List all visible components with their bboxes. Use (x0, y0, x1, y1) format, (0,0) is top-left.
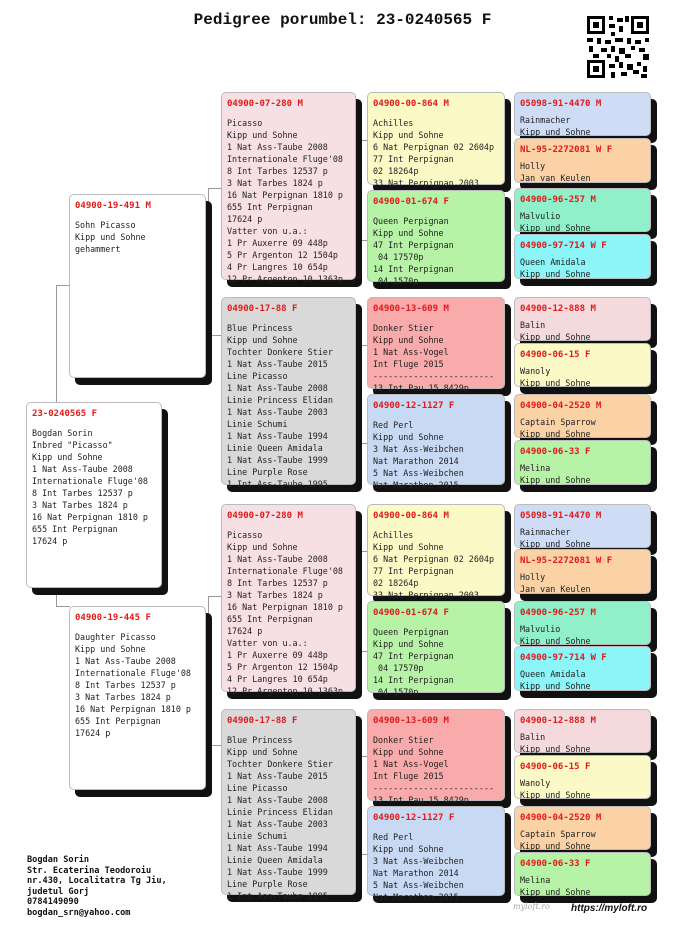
pigeon-details: Sohn Picasso Kipp und Sohne gehammert (75, 220, 146, 254)
pigeon-card-ancestor[interactable] (514, 504, 651, 548)
ring-number: 04900-04-2520 M (520, 401, 602, 411)
connector-line (357, 240, 367, 241)
connector-line (208, 596, 209, 746)
pigeon-details: Achilles Kipp und Sohne 6 Nat Perpignan 02 2604p 77 Int Perpignan 02 18264p 33 Nat Perpignan 2003 (373, 118, 495, 188)
pigeon-details: Wanoly Kipp und Sohne (520, 366, 591, 388)
connector-line (357, 140, 358, 240)
connector-line (357, 651, 367, 652)
pigeon-card-great-grandparent[interactable] (367, 190, 505, 286)
connector-line (56, 587, 57, 607)
owner-contact: Bogdan Sorin Str. Ecaterina Teodoroiu nr.430, Localitatra Tg Jiu, judetul Gorj 0784149090 bogdan_srn@yahoo.com (27, 855, 167, 918)
ring-number: 04900-12-888 M (520, 716, 596, 726)
pigeon-card-ancestor[interactable] (514, 646, 651, 691)
connector-line (508, 623, 509, 669)
pigeon-details: Captain Sparrow Kipp und Sohne (520, 829, 596, 851)
connector-line (357, 345, 367, 346)
pigeon-details: Queen Amidala Kipp und Sohne (520, 257, 591, 279)
pigeon-card-ancestor[interactable] (514, 806, 651, 850)
ring-number: NL-95-2272081 W F (520, 556, 613, 566)
ring-number: 04900-96-257 M (520, 195, 596, 205)
ring-number: 04900-07-280 M (227, 511, 303, 521)
ring-number: 04900-19-491 M (75, 201, 151, 211)
pigeon-card-ancestor[interactable] (514, 549, 651, 594)
pigeon-card-grandparent[interactable] (221, 504, 356, 696)
pigeon-details: Melina Kipp und Sohne (520, 463, 591, 485)
pigeon-details: Holly Jan van Keulen (520, 572, 591, 594)
pigeon-details: Malvulio Kipp und Sohne (520, 211, 591, 233)
pigeon-details: Holly Jan van Keulen (520, 161, 591, 183)
pigeon-details: Donker Stier Kipp und Sohne 1 Nat Ass-Vogel Int Fluge 2015 ------------------------ 13 Int Pau 15 8429p (373, 735, 495, 805)
pigeon-card-ancestor[interactable] (514, 709, 651, 753)
connector-line (508, 730, 509, 776)
ring-number: 04900-17-88 F (227, 716, 298, 726)
pigeon-details: Rainmacher Kipp und Sohne (520, 115, 591, 137)
pigeon-details: Queen Perpignan Kipp und Sohne 47 Int Perpignan 04 17570p 14 Int Perpignan 04 1570p (373, 216, 454, 286)
pigeon-card-great-grandparent[interactable] (367, 297, 505, 393)
pigeon-details: Blue Princess Kipp und Sohne Tochter Donkere Stier 1 Nat Ass-Taube 2015 Line Picasso 1 Nat Ass-Taube 2008 Linie Princess Elidan 1 Nat Ass-Taube 2003 Linie Schumi 1 Nat Ass-Taube 1994 Linie Queen Amidala 1 Nat Ass-Taube 1999 Line Purple Rose 1 Int Ass-Taube 1995 (227, 323, 333, 489)
pigeon-card-great-grandparent[interactable] (367, 394, 505, 490)
pigeon-card-ancestor[interactable] (514, 188, 651, 232)
connector-line (56, 285, 70, 286)
connector-line (357, 140, 367, 141)
pigeon-details: Daughter Picasso Kipp und Sohne 1 Nat Ass-Taube 2008 Internationale Fluge'08 8 Int Tarbes 12537 p 3 Nat Tarbes 1824 p 16 Nat Perpignan 1810 p 655 Int Perpignan 17624 p (75, 632, 191, 738)
connector-line (208, 188, 209, 336)
connector-line (208, 745, 221, 746)
pigeon-card-great-grandparent[interactable] (367, 601, 505, 697)
ring-number: 04900-19-445 F (75, 613, 151, 623)
pigeon-card-ancestor[interactable] (514, 343, 651, 387)
ring-number: 04900-13-609 M (373, 716, 449, 726)
ring-number: 04900-07-280 M (227, 99, 303, 109)
pigeon-card-ancestor[interactable] (514, 755, 651, 799)
pigeon-details: Achilles Kipp und Sohne 6 Nat Perpignan 02 2604p 77 Int Perpignan 02 18264p 33 Nat Perpignan 2003 (373, 530, 495, 600)
pigeon-card-great-grandparent[interactable] (367, 806, 505, 902)
page-title: Pedigree porumbel: 23-0240565 F (193, 11, 492, 29)
pigeon-card-ancestor[interactable] (514, 297, 651, 341)
connector-line (357, 756, 367, 757)
pigeon-card-ancestor[interactable] (514, 138, 651, 183)
signature: myloft.ro (513, 902, 550, 911)
pigeon-details: Balin Kipp und Sohne (520, 320, 591, 342)
connector-line (508, 318, 509, 364)
ring-number: NL-95-2272081 W F (520, 145, 613, 155)
pigeon-card-ancestor[interactable] (514, 92, 651, 136)
ring-number: 04900-06-15 F (520, 350, 591, 360)
ring-number: 04900-97-714 W F (520, 653, 607, 663)
pigeon-card-ancestor[interactable] (514, 234, 651, 279)
pigeon-card-ancestor[interactable] (514, 852, 651, 896)
ring-number: 04900-96-257 M (520, 608, 596, 618)
pigeon-details: Picasso Kipp und Sohne 1 Nat Ass-Taube 2008 Internationale Fluge'08 8 Int Tarbes 12537 p 3 Nat Tarbes 1824 p 16 Nat Perpignan 1810 p 655 Int Perpignan 17624 p Vatter von u.a.: 1 Pr Auxerre 09 448p 5 Pr Argenton 12 1504p 4 Pr Langres 10 654p 12 Pr Argenton 10 1363p (227, 118, 343, 284)
ring-number: 04900-06-15 F (520, 762, 591, 772)
pigeon-details: Red Perl Kipp und Sohne 3 Nat Ass-Weibchen Nat Marathon 2014 5 Nat Ass-Weibchen Nat Marathon 2015 (373, 832, 464, 902)
pigeon-card-ancestor[interactable] (514, 440, 651, 485)
pigeon-card-ancestor[interactable] (514, 394, 651, 438)
connector-line (208, 335, 221, 336)
website-link[interactable]: https://myloft.ro (571, 903, 648, 914)
connector-line (357, 345, 358, 443)
connector-line (508, 416, 509, 462)
connector-line (56, 285, 57, 403)
ring-number: 04900-12-888 M (520, 304, 596, 314)
ring-number: 05098-91-4470 M (520, 99, 602, 109)
ring-number: 04900-06-33 F (520, 447, 591, 457)
pigeon-details: Rainmacher Kipp und Sohne (520, 527, 591, 549)
pigeon-card-great-grandparent[interactable] (367, 709, 505, 805)
ring-number: 04900-97-714 W F (520, 241, 607, 251)
ring-number: 04900-12-1127 F (373, 401, 455, 411)
qr-code (585, 14, 651, 80)
pigeon-card-subject[interactable] (26, 402, 162, 588)
pigeon-details: Donker Stier Kipp und Sohne 1 Nat Ass-Vogel Int Fluge 2015 ------------------------ 13 Int Pau 15 8429p (373, 323, 495, 393)
pigeon-card-great-grandparent[interactable] (367, 504, 505, 600)
connector-line (208, 188, 221, 189)
pigeon-card-grandparent[interactable] (221, 709, 356, 901)
ring-number: 04900-12-1127 F (373, 813, 455, 823)
pigeon-card-sire[interactable] (69, 194, 206, 378)
ring-number: 04900-04-2520 M (520, 813, 602, 823)
connector-line (357, 756, 358, 854)
pigeon-details: Queen Amidala Kipp und Sohne (520, 669, 591, 691)
pigeon-details: Picasso Kipp und Sohne 1 Nat Ass-Taube 2008 Internationale Fluge'08 8 Int Tarbes 12537 p 3 Nat Tarbes 1824 p 16 Nat Perpignan 1810 p 655 Int Perpignan 17624 p Vatter von u.a.: 1 Pr Auxerre 09 448p 5 Pr Argenton 12 1504p 4 Pr Langres 10 654p 12 Pr Argenton 10 1363p (227, 530, 343, 696)
ring-number: 04900-00-864 M (373, 511, 449, 521)
connector-line (357, 551, 367, 552)
connector-line (508, 524, 509, 570)
pigeon-details: Red Perl Kipp und Sohne 3 Nat Ass-Weibchen Nat Marathon 2014 5 Nat Ass-Weibchen Nat Marathon 2015 (373, 420, 464, 490)
pigeon-card-ancestor[interactable] (514, 601, 651, 645)
connector-line (357, 443, 367, 444)
pigeon-details: Blue Princess Kipp und Sohne Tochter Donkere Stier 1 Nat Ass-Taube 2015 Line Picasso 1 Nat Ass-Taube 2008 Linie Princess Elidan 1 Nat Ass-Taube 2003 Linie Schumi 1 Nat Ass-Taube 1994 Linie Queen Amidala 1 Nat Ass-Taube 1999 Line Purple Rose 1 Int Ass-Taube 1995 (227, 735, 333, 901)
pigeon-card-grandparent[interactable] (221, 297, 356, 489)
ring-number: 04900-00-864 M (373, 99, 449, 109)
pigeon-details: Balin Kipp und Sohne (520, 732, 591, 754)
pigeon-details: Queen Perpignan Kipp und Sohne 47 Int Perpignan 04 17570p 14 Int Perpignan 04 1570p (373, 627, 454, 697)
ring-number: 04900-01-674 F (373, 608, 449, 618)
pigeon-card-great-grandparent[interactable] (367, 92, 505, 188)
pigeon-details: Bogdan Sorin Inbred "Picasso" Kipp und Sohne 1 Nat Ass-Taube 2008 Internationale Fluge'08 8 Int Tarbes 12537 p 3 Nat Tarbes 1824 p 16 Nat Perpignan 1810 p 655 Int Perpignan 17624 p (32, 428, 148, 546)
ring-number: 04900-01-674 F (373, 197, 449, 207)
ring-number: 23-0240565 F (32, 409, 98, 419)
connector-line (56, 606, 70, 607)
pigeon-details: Melina Kipp und Sohne (520, 875, 591, 897)
connector-line (357, 854, 367, 855)
connector-line (208, 596, 221, 597)
ring-number: 04900-06-33 F (520, 859, 591, 869)
pigeon-details: Malvulio Kipp und Sohne (520, 624, 591, 646)
ring-number: 04900-17-88 F (227, 304, 298, 314)
pigeon-card-grandparent[interactable] (221, 92, 356, 284)
connector-line (357, 551, 358, 651)
ring-number: 04900-13-609 M (373, 304, 449, 314)
pigeon-card-dam[interactable] (69, 606, 206, 790)
connector-line (508, 115, 509, 161)
connector-line (508, 211, 509, 257)
ring-number: 05098-91-4470 M (520, 511, 602, 521)
connector-line (508, 828, 509, 874)
pigeon-details: Captain Sparrow Kipp und Sohne (520, 417, 596, 439)
pigeon-details: Wanoly Kipp und Sohne (520, 778, 591, 800)
